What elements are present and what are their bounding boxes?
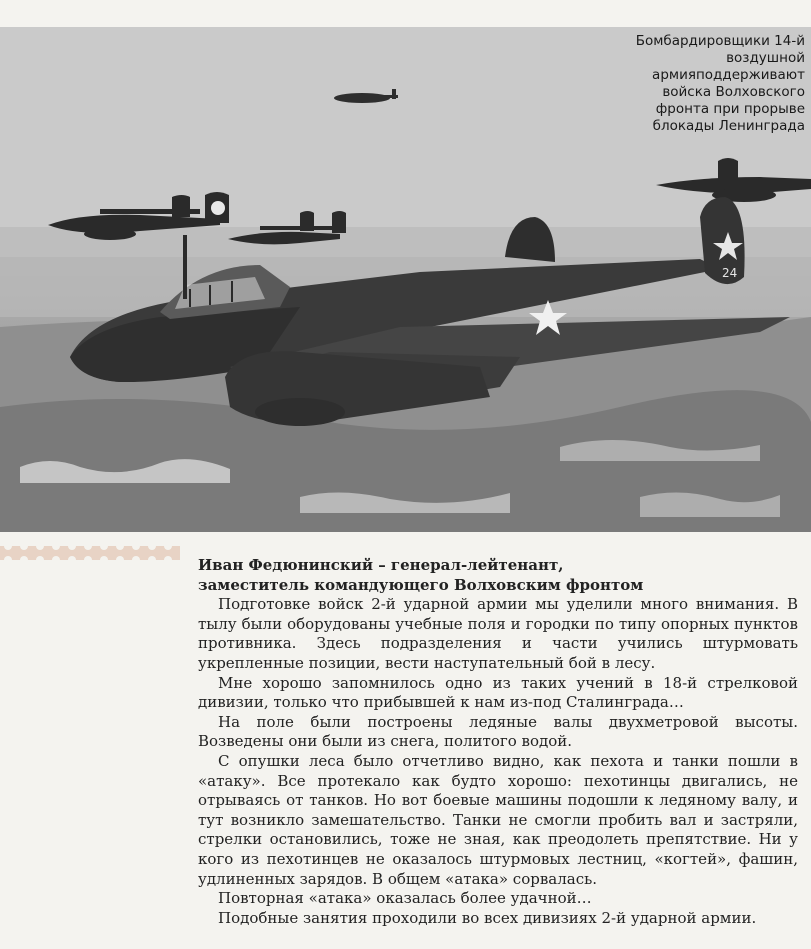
bomber-photo	[0, 27, 811, 532]
article-heading-line1: Иван Федюнинский – генерал-лейтенант,	[198, 556, 564, 574]
paragraph: Мне хорошо запомнилось одно из таких учений в 18-й стрелковой дивизии, только что прибывшей к нам из-под Сталинграда…	[198, 673, 798, 712]
paragraph: Подготовке войск 2-й ударной армии мы уделили много внимания. В тылу были оборудованы учебные поля и городки по типу опорных пунктов противника. Здесь подразделения и части учились штурмовать укрепленные позиции, вести наступательный бой в лесу.	[198, 595, 798, 672]
paragraph: Подобные занятия проходили во всех дивизиях 2-й ударной армии.	[218, 908, 757, 927]
paragraph: Повторная «атака» оказалась более удачной…	[218, 889, 592, 908]
article-heading-line2: заместитель командующего Волховским фронтом	[198, 575, 644, 594]
paragraph: На поле были построены ледяные валы двухметровой высоты. Возведены они были из снега, политого водой.	[198, 712, 798, 751]
paragraph: С опушки леса было отчетливо видно, как пехота и танки пошли в «атаку». Все протекало как будто хорошо: пехотинцы двигались, не отрываясь от танков. Но вот боевые машины подошли к ледяному валу, и тут возникло замешательство. Танки не смогли пробить вал и застряли, стрелки остановились, тоже не зная, как преодолеть препятствие. Ни у кого из пехотинцев не оказалось штурмовых лестниц, «когтей», фашин, удлиненных зарядов. В общем «атака» сорвалась.	[198, 751, 798, 888]
decorative-dotted-band	[0, 542, 180, 564]
aircraft-marking: 24	[722, 266, 738, 280]
photo-caption: Бомбардировщики 14-й воздушной армияподдерживают войска Волховского фронта при прорыве блокады Ленинграда	[635, 33, 805, 134]
article-body	[198, 556, 798, 928]
